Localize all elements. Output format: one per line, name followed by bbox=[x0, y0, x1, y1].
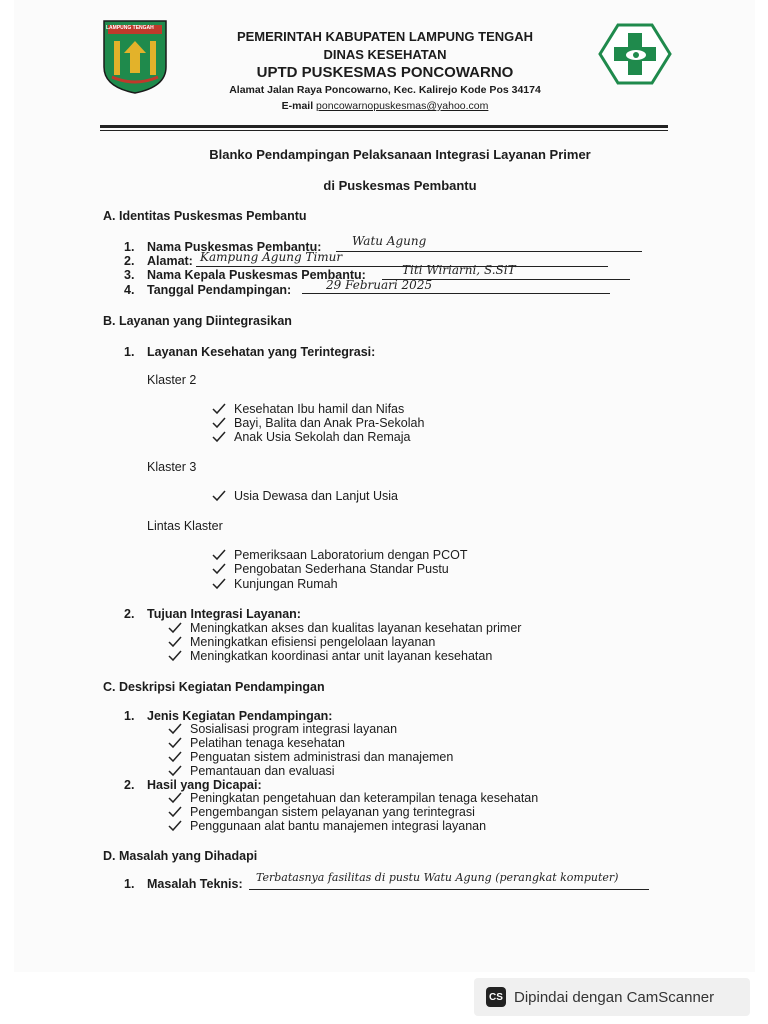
field-puskesmas-name-label: Nama Puskesmas Pembantu: bbox=[147, 240, 322, 254]
section-c-heading: C. Deskripsi Kegiatan Pendampingan bbox=[103, 680, 325, 694]
form-subtitle: di Puskesmas Pembantu bbox=[323, 178, 477, 193]
field-address-label: Alamat: bbox=[147, 254, 193, 268]
field-date-value[interactable]: 29 Februari 2025 bbox=[326, 278, 433, 292]
klaster-2-item-1: Kesehatan Ibu hamil dan Nifas bbox=[234, 402, 405, 416]
email-label: E-mail bbox=[281, 100, 314, 112]
b-q1-label: Layanan Kesehatan yang Terintegrasi: bbox=[147, 345, 376, 359]
field-4-number: 4. bbox=[124, 283, 135, 297]
b-q2-item-3: Meningkatkan koordinasi antar unit layanan kesehatan bbox=[190, 649, 493, 663]
check-icon[interactable] bbox=[168, 622, 182, 634]
field-date-line bbox=[302, 293, 610, 294]
section-b-heading: B. Layanan yang Diintegrasikan bbox=[103, 314, 292, 328]
check-icon[interactable] bbox=[212, 431, 226, 443]
b-q2-label: Tujuan Integrasi Layanan: bbox=[147, 607, 301, 621]
b-q1-number: 1. bbox=[124, 345, 135, 359]
c-q1-item-3: Penguatan sistem administrasi dan manajemen bbox=[190, 750, 454, 764]
field-puskesmas-name-line bbox=[336, 251, 642, 252]
camscanner-text: Dipindai dengan CamScanner bbox=[514, 988, 715, 1006]
check-icon[interactable] bbox=[212, 403, 226, 415]
header-rule-thin bbox=[100, 130, 668, 131]
c-q1-item-4: Pemantauan dan evaluasi bbox=[190, 764, 335, 778]
camscanner-watermark bbox=[474, 978, 750, 1016]
check-icon[interactable] bbox=[168, 737, 182, 749]
form-title: Blanko Pendampingan Pelaksanaan Integrasi Layanan Primer bbox=[209, 147, 591, 162]
check-icon[interactable] bbox=[168, 650, 182, 662]
field-puskesmas-name-value[interactable]: Watu Agung bbox=[352, 234, 427, 248]
field-3-number: 3. bbox=[124, 268, 135, 282]
check-icon[interactable] bbox=[212, 563, 226, 575]
field-date-label: Tanggal Pendampingan: bbox=[147, 283, 292, 297]
b-q2-number: 2. bbox=[124, 607, 135, 621]
d-q1-number: 1. bbox=[124, 877, 135, 891]
field-1-number: 1. bbox=[124, 240, 135, 254]
field-head-name-value[interactable]: Titi Wiriarni, S.SiT bbox=[402, 263, 516, 277]
c-q1-number: 1. bbox=[124, 709, 135, 723]
check-icon[interactable] bbox=[212, 417, 226, 429]
section-d-heading: D. Masalah yang Dihadapi bbox=[103, 849, 258, 863]
check-icon[interactable] bbox=[168, 751, 182, 763]
puskesmas-logo bbox=[598, 23, 672, 85]
check-icon[interactable] bbox=[212, 578, 226, 590]
header-department: DINAS KESEHATAN bbox=[323, 47, 447, 62]
c-q2-item-3: Penggunaan alat bantu manajemen integrasi layanan bbox=[190, 819, 487, 833]
klaster-2-item-2: Bayi, Balita dan Anak Pra-Sekolah bbox=[234, 416, 425, 430]
logo-label: LAMPUNG TENGAH bbox=[106, 25, 154, 31]
header-email-line bbox=[180, 100, 590, 112]
header-institution: UPTD PUSKESMAS PONCOWARNO bbox=[256, 64, 514, 81]
c-q2-item-2: Pengembangan sistem pelayanan yang terintegrasi bbox=[190, 805, 475, 819]
camscanner-logo-icon: CS bbox=[486, 987, 506, 1007]
header-address: Alamat Jalan Raya Poncowarno, Kec. Kalirejo Kode Pos 34174 bbox=[229, 84, 541, 96]
field-2-number: 2. bbox=[124, 254, 135, 268]
check-icon[interactable] bbox=[168, 765, 182, 777]
field-head-name-label: Nama Kepala Puskesmas Pembantu: bbox=[147, 268, 366, 282]
header-rule-thick bbox=[100, 125, 668, 128]
check-icon[interactable] bbox=[168, 792, 182, 804]
lintas-klaster-label: Lintas Klaster bbox=[147, 519, 223, 533]
lintas-item-2: Pengobatan Sederhana Standar Pustu bbox=[234, 562, 449, 576]
d-q1-label: Masalah Teknis: bbox=[147, 877, 243, 891]
section-a-heading: A. Identitas Puskesmas Pembantu bbox=[103, 209, 307, 223]
klaster-3-label: Klaster 3 bbox=[147, 460, 197, 474]
lintas-item-1: Pemeriksaan Laboratorium dengan PCOT bbox=[234, 548, 468, 562]
c-q1-item-2: Pelatihan tenaga kesehatan bbox=[190, 736, 345, 750]
c-q2-label: Hasil yang Dicapai: bbox=[147, 778, 262, 792]
check-icon[interactable] bbox=[168, 636, 182, 648]
c-q2-item-1: Peningkatan pengetahuan dan keterampilan tenaga kesehatan bbox=[190, 791, 539, 805]
check-icon[interactable] bbox=[212, 549, 226, 561]
d-q1-line bbox=[249, 889, 649, 890]
email-link[interactable]: poncowarnopuskesmas@yahoo.com bbox=[316, 100, 489, 112]
check-icon[interactable] bbox=[168, 723, 182, 735]
klaster-3-item-1: Usia Dewasa dan Lanjut Usia bbox=[234, 489, 398, 503]
check-icon[interactable] bbox=[212, 490, 226, 502]
c-q2-number: 2. bbox=[124, 778, 135, 792]
b-q2-item-1: Meningkatkan akses dan kualitas layanan kesehatan primer bbox=[190, 621, 522, 635]
klaster-2-label: Klaster 2 bbox=[147, 373, 197, 387]
header-government: PEMERINTAH KABUPATEN LAMPUNG TENGAH bbox=[236, 29, 534, 44]
c-q1-item-1: Sosialisasi program integrasi layanan bbox=[190, 722, 398, 736]
check-icon[interactable] bbox=[168, 820, 182, 832]
check-icon[interactable] bbox=[168, 806, 182, 818]
d-q1-value[interactable]: Terbatasnya fasilitas di pustu Watu Agung (perangkat komputer) bbox=[256, 871, 619, 884]
c-q1-label: Jenis Kegiatan Pendampingan: bbox=[147, 709, 333, 723]
field-address-value[interactable]: Kampung Agung Timur bbox=[200, 250, 343, 264]
klaster-2-item-3: Anak Usia Sekolah dan Remaja bbox=[234, 430, 411, 444]
lintas-item-3: Kunjungan Rumah bbox=[234, 577, 338, 591]
b-q2-item-2: Meningkatkan efisiensi pengelolaan layanan bbox=[190, 635, 436, 649]
